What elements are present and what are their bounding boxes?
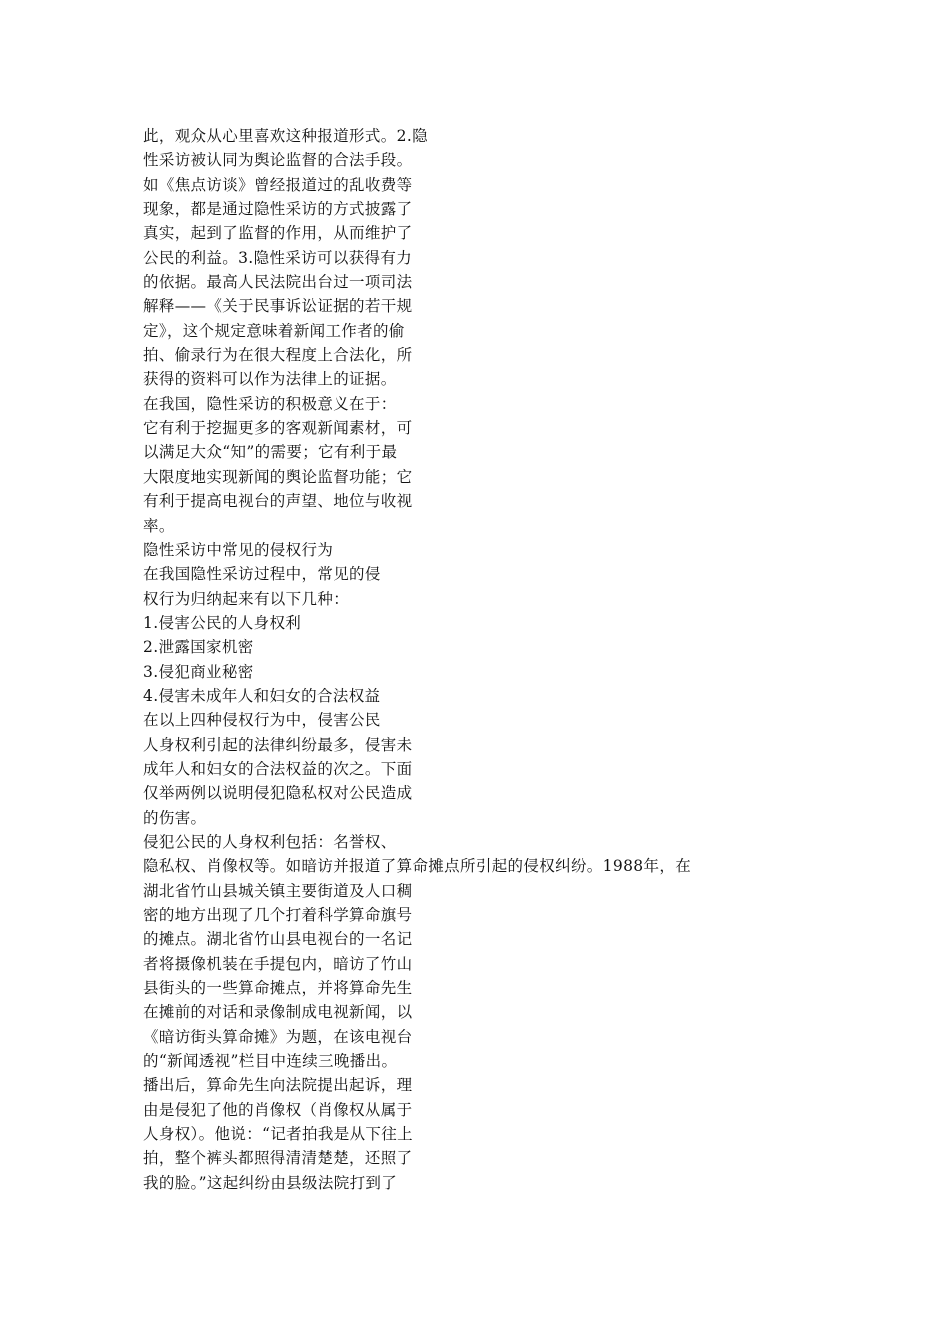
text-line: 在我国隐性采访过程中，常见的侵	[143, 565, 381, 584]
text-line: 大限度地实现新闻的舆论监督功能；它	[143, 467, 413, 486]
text-line: 人身权利引起的法律纠纷最多，侵害未	[143, 735, 413, 754]
text-line: 有利于提高电视台的声望、地位与收视	[143, 492, 413, 511]
list-item: 4.侵害未成年人和妇女的合法权益	[143, 686, 381, 705]
text-line: 的依据。最高人民法院出台过一项司法	[143, 273, 413, 292]
text-line: 的摊点。湖北省竹山县电视台的一名记	[143, 930, 413, 949]
text-line: 在我国，隐性采访的积极意义在于：	[143, 394, 397, 413]
text-line: 获得的资料可以作为法律上的证据。	[143, 370, 397, 389]
text-line: 《暗访街头算命摊》为题，在该电视台	[143, 1027, 413, 1046]
text-line: 权行为归纳起来有以下几种：	[143, 589, 350, 608]
text-line: 定》，这个规定意味着新闻工作者的偷	[143, 321, 405, 340]
text-line: 播出后，算命先生向法院提出起诉，理	[143, 1076, 413, 1095]
list-item: 1.侵害公民的人身权利	[143, 613, 302, 632]
list-item: 2.泄露国家机密	[143, 638, 254, 657]
text-line: 性采访被认同为舆论监督的合法手段。	[143, 151, 413, 170]
text-line: 此，观众从心里喜欢这种报道形式。2.隐	[143, 127, 428, 145]
text-line: 县街头的一些算命摊点，并将算命先生	[143, 979, 413, 998]
text-line: 在以上四种侵权行为中，侵害公民	[143, 711, 381, 730]
text-line: 者将摄像机装在手提包内，暗访了竹山	[143, 954, 413, 973]
text-line: 密的地方出现了几个打着科学算命旗号	[143, 906, 413, 924]
text-line: 我的脸。”这起纠纷由县级法院打到了	[143, 1173, 398, 1192]
list-item: 3.侵犯商业秘密	[143, 662, 254, 681]
text-line: 如《焦点访谈》曾经报道过的乱收费等	[143, 175, 413, 194]
text-line: 在摊前的对话和录像制成电视新闻，以	[143, 1003, 413, 1022]
text-line: 拍，整个裤头都照得清清楚楚，还照了	[143, 1149, 413, 1168]
text-line: 率。	[143, 516, 175, 535]
text-line: 的“新闻透视”栏目中连续三晚播出。	[143, 1052, 398, 1071]
text-line: 拍、偷录行为在很大程度上合法化，所	[143, 346, 413, 365]
text-line: 现象，都是通过隐性采访的方式披露了	[143, 200, 413, 219]
text-line: 湖北省竹山县城关镇主要街道及人口稠	[143, 881, 413, 900]
text-line: 真实，起到了监督的作用，从而维护了	[143, 224, 413, 243]
section-heading: 隐性采访中常见的侵权行为	[143, 540, 334, 559]
text-line: 以满足大众“知”的需要；它有利于最	[143, 443, 398, 462]
text-line: 公民的利益。3.隐性采访可以获得有力	[143, 248, 413, 267]
text-line: 解释——《关于民事诉讼证据的若干规	[143, 297, 413, 316]
text-line: 它有利于挖掘更多的客观新闻素材，可	[143, 419, 413, 438]
text-line: 由是侵犯了他的肖像权（肖像权从属于	[143, 1100, 413, 1119]
text-line: 仅举两例以说明侵犯隐私权对公民造成	[143, 784, 413, 803]
text-line: 隐私权、肖像权等。如暗访并报道了算命摊点所引起的侵权纠纷。1988年，在	[143, 857, 692, 876]
text-line: 人身权）。他说：“记者拍我是从下往上	[143, 1125, 413, 1144]
text-line: 成年人和妇女的合法权益的次之。下面	[143, 759, 413, 778]
text-line: 的伤害。	[143, 808, 207, 827]
text-line: 侵犯公民的人身权利包括：名誉权、	[143, 832, 397, 851]
body-text	[143, 124, 903, 1195]
